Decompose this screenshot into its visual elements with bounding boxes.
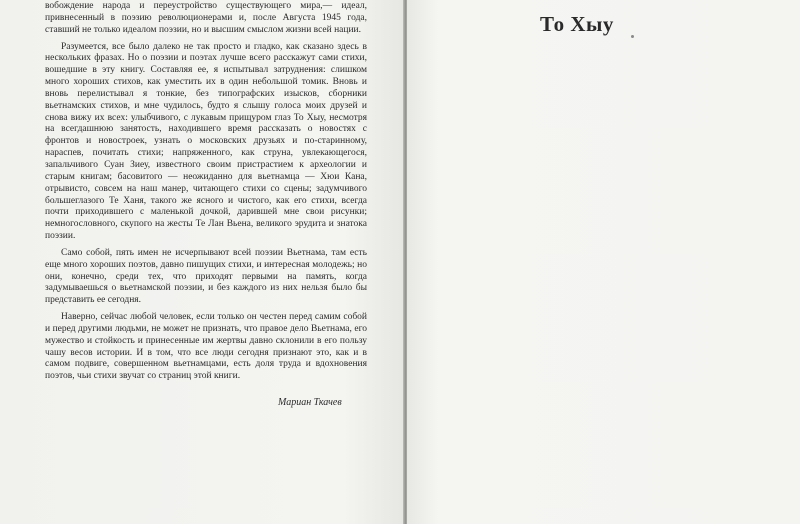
page-title: То Хыу (540, 12, 614, 36)
paragraph: Наверно, сейчас любой человек, если только он честен перед самим собой и перед другими людьми, не может не признать, что правое дело Вьетнама, его мужество и стойкость и принесенные им жертвы давно склонили в его пользу чашу весов истории. И в том, что все люди сегодня признают это, как и в самом подвиге, совершенном вьетнамцами, есть доля труда и вдохновения поэтов, чьи стихи звучат со страниц этой книги. (45, 312, 367, 382)
ink-speck (631, 35, 634, 38)
body-text (45, 1, 367, 388)
right-page (407, 0, 800, 524)
author-signature: Мариан Ткачев (278, 397, 342, 408)
paragraph: Разумеется, все было далеко не так просто и гладко, как сказано здесь в нескольких фразах. Но о поэзии и поэтах лучше всего расскажут сами стихи, вошедшие в эту книгу. Составляя ее, я испытывал затруднения: слишком много хороших стихов, как уместить их в один небольшой томик. Вновь и вновь перелистывал я тонкие, без типографских изысков, сборники вьетнамских стихов, и мне чудилось, будто я слышу голоса моих друзей и снова вижу их всех: улыбчивого, с лукавым прищуром глаз То Хыу, несмотря на всегдашнюю занятость, находившего время рассказать о новостях с фронтов и новостроек, узнать о московских друзьях и по-старинному, нараспев, почитать стихи; напряженного, как струна, увлекающегося, запальчивого Суан Зиеу, известного своим пристрастием к археологии и старым книгам; басовитого — неожиданно для вьетнамца — Хюи Кана, отрывисто, совсем на наш манер, читающего стихи со сцены; задумчивого большеглазого Те Ханя, такого же ясного и чистого, как его стихи, всегда почти приходившего с маленькой дочкой, дарившей мне свои рисунки; немногословного, скупого на жесты Те Лан Вьена, великого эрудита и знатока поэзии. (45, 41, 367, 242)
paragraph: Само собой, пять имен не исчерпывают всей поэзии Вьетнама, там есть еще много хороших поэтов, давно пишущих стихи, и интересная молодежь; но они, конечно, среди тех, что приходят первыми на память, когда задумываешься о вьетнамской поэзии, и без каждого из них нельзя было бы представить ее сегодня. (45, 247, 367, 306)
paragraph: вобождение народа и переустройство существующего мира,— идеал, привнесенный в поэзию революционерами и, после Августа 1945 года, ставший не только идеалом поэзии, но и высшим смыслом жизни всей нации. (45, 1, 367, 35)
